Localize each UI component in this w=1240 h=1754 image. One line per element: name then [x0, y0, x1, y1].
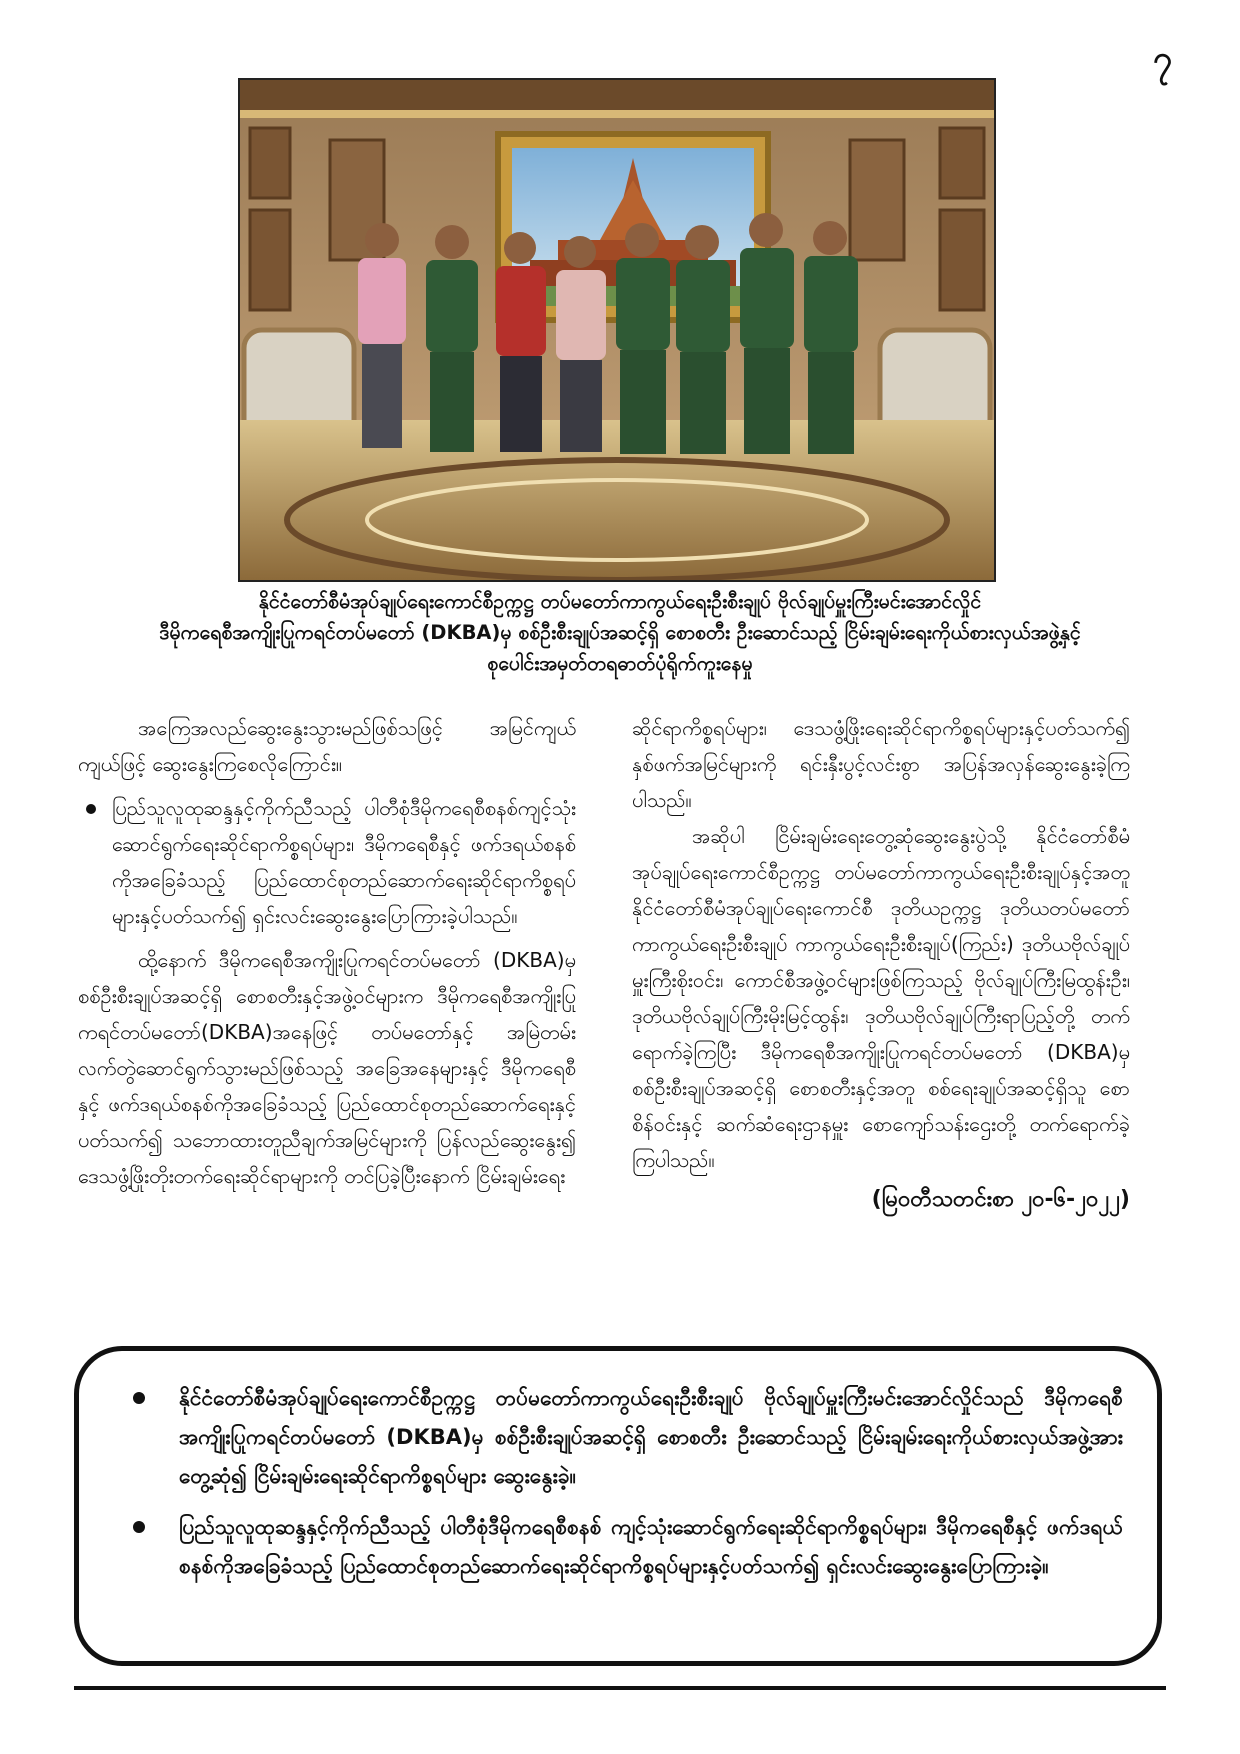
left-column — [78, 710, 576, 1194]
summary-text: နိုင်ငံတော်စီမံအုပ်ချုပ်ရေးကောင်စီဥက္ကဋ္ဌ တပ်မတော်ကာကွယ်ရေးဦးစီးချုပ် ဗိုလ်ချုပ်မှူးကြီးမင်းအောင်လှိုင်သည် ဒီမိုကရေစီအကျိုးပြုကရင်တပ်မတော် (DKBA)မှ စစ်ဦးစီးချုပ်အဆင့်ရှိ စောစတီး ဦးဆောင်သည့် ငြိမ်းချမ်းရေးကိုယ်စားလှယ်အဖွဲ့အား တွေ့ဆုံ၍ ငြိမ်းချမ်းရေးဆိုင်ရာကိစ္စရပ်များ ဆွေးနွေးခဲ့။ — [179, 1386, 1123, 1488]
bullet-icon — [133, 1392, 145, 1404]
photo-caption — [130, 586, 1110, 679]
caption-line-3: စုပေါင်းအမှတ်တရဓာတ်ပုံရိုက်ကူးနေမှု — [487, 652, 753, 675]
paragraph: အကြေအလည်ဆွေးနွေးသွားမည်ဖြစ်သဖြင့် အမြင်ကျယ်ကျယ်ဖြင့် ဆွေးနွေးကြစေလိုကြောင်း။ — [78, 716, 576, 776]
page-number: ၇ — [1152, 39, 1172, 79]
bullet-item — [78, 790, 576, 934]
bullet-icon — [133, 1521, 145, 1533]
summary-box — [74, 1346, 1162, 1666]
bottom-divider — [74, 1686, 1166, 1690]
source-citation: (မြဝတီသတင်းစာ ၂၀-၆-၂၀၂၂) — [871, 1187, 1130, 1212]
bullet-icon — [86, 804, 96, 814]
summary-text: ပြည်သူလူထုဆန္ဒနှင့်ကိုက်ညီသည့် ပါတီစုံဒီမိုကရေစီစနစ် ကျင့်သုံးဆောင်ရွက်ရေးဆိုင်ရာကိစ္စရပ်များ၊ ဒီမိုကရေစီနှင့် ဖက်ဒရယ်စနစ်ကိုအခြေခံသည့် ပြည်ထောင်စုတည်ဆောက်ရေးဆိုင်ရာကိစ္စရပ်များနှင့်ပတ်သက်၍ ရှင်းလင်းဆွေးနွေးပြောကြားခဲ့။ — [179, 1515, 1123, 1578]
paragraph: ဆိုင်ရာကိစ္စရပ်များ၊ ဒေသဖွံ့ဖြိုးရေးဆိုင်ရာကိစ္စရပ်များနှင့်ပတ်သက်၍ နှစ်ဖက်အမြင်များကို ရင်းနှီးပွင့်လင်းစွာ အပြန်အလှန်ဆွေးနွေးခဲ့ကြပါသည်။ — [632, 716, 1130, 812]
group-photo — [238, 78, 996, 582]
right-column — [632, 710, 1130, 1218]
summary-item — [123, 1379, 1123, 1496]
caption-line-1: နိုင်ငံတော်စီမံအုပ်ချုပ်ရေးကောင်စီဥက္ကဋ္ဌ တပ်မတော်ကာကွယ်ရေးဦးစီးချုပ် ဗိုလ်ချုပ်မှူးကြီးမင်းအောင်လှိုင် — [258, 590, 982, 613]
paragraph: ထို့နောက် ဒီမိုကရေစီအကျိုးပြုကရင်တပ်မတော် (DKBA)မှ စစ်ဦးစီးချုပ်အဆင့်ရှိ စောစတီးနှင့်အဖွဲ့ဝင်များက ဒီမိုကရေစီအကျိုးပြုကရင်တပ်မတော်(DKBA)အနေဖြင့် တပ်မတော်နှင့် အမြဲတမ်းလက်တွဲဆောင်ရွက်သွားမည်ဖြစ်သည့် အခြေအနေများနှင့် ဒီမိုကရေစီနှင့် ဖက်ဒရယ်စနစ်ကိုအခြေခံသည့် ပြည်ထောင်စုတည်ဆောက်ရေးနှင့်ပတ်သက်၍ သဘောထားတူညီချက်အမြင်များကို ပြန်လည်ဆွေးနွေး၍ ဒေသဖွံ့ဖြိုးတိုးတက်ရေးဆိုင်ရာများကို တင်ပြခဲ့ပြီးနောက် ငြိမ်းချမ်းရေး — [78, 948, 576, 1188]
paragraph: အဆိုပါ ငြိမ်းချမ်းရေးတွေ့ဆုံဆွေးနွေးပွဲသို့ နိုင်ငံတော်စီမံအုပ်ချုပ်ရေးကောင်စီဥက္ကဋ္ဌ တပ်မတော်ကာကွယ်ရေးဦးစီးချုပ်နှင့်အတူ နိုင်ငံတော်စီမံအုပ်ချုပ်ရေးကောင်စီ ဒုတိယဥက္ကဋ္ဌ ဒုတိယတပ်မတော်ကာကွယ်ရေးဦးစီးချုပ် ကာကွယ်ရေးဦးစီးချုပ်(ကြည်း) ဒုတိယဗိုလ်ချုပ်မှူးကြီးစိုးဝင်း၊ ကောင်စီအဖွဲ့ဝင်များဖြစ်ကြသည့် ဗိုလ်ချုပ်ကြီးမြထွန်းဦး၊ ဒုတိယဗိုလ်ချုပ်ကြီးမိုးမြင့်ထွန်း၊ ဒုတိယဗိုလ်ချုပ်ကြီးရာပြည့်တို့ တက်ရောက်ခဲ့ကြပြီး ဒီမိုကရေစီအကျိုးပြုကရင်တပ်မတော် (DKBA)မှ စစ်ဦးစီးချုပ်အဆင့်ရှိ စောစတီးနှင့်အတူ စစ်ရေးချုပ်အဆင့်ရှိသူ စောစိန်ဝင်းနှင့် ဆက်ဆံရေးဌာနမှူး စောကျော်သန်းဌေးတို့ တက်ရောက်ခဲ့ကြပါသည်။ — [632, 824, 1130, 1172]
caption-line-2: ဒီမိုကရေစီအကျိုးပြုကရင်တပ်မတော် (DKBA)မှ စစ်ဦးစီးချုပ်အဆင့်ရှိ စောစတီး ဦးဆောင်သည့် ငြိမ်းချမ်းရေးကိုယ်စားလှယ်အဖွဲ့နှင့် — [159, 621, 1081, 644]
group-photo-icon — [240, 80, 994, 580]
summary-item — [123, 1508, 1123, 1586]
bullet-text: ပြည်သူလူထုဆန္ဒနှင့်ကိုက်ညီသည့် ပါတီစုံဒီမိုကရေစီစနစ်ကျင့်သုံးဆောင်ရွက်ရေးဆိုင်ရာကိစ္စရပ်များ၊ ဒီမိုကရေစီနှင့် ဖက်ဒရယ်စနစ်ကိုအခြေခံသည့် ပြည်ထောင်စုတည်ဆောက်ရေးဆိုင်ရာကိစ္စရပ်များနှင့်ပတ်သက်၍ ရှင်းလင်းဆွေးနွေးပြောကြားခဲ့ပါသည်။ — [112, 796, 576, 928]
